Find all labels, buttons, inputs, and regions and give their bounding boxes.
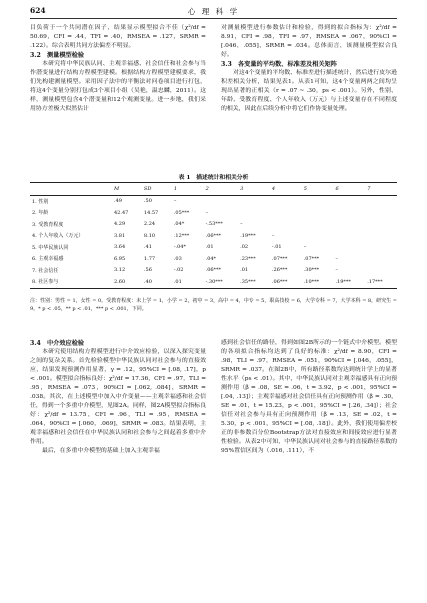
- table-cell: [270, 207, 302, 219]
- table-cell: -.04*: [173, 244, 186, 251]
- descriptive-stats-table: [30, 182, 397, 289]
- table-cell: 3.12: [114, 267, 126, 274]
- table-cell: 2.24: [143, 221, 156, 228]
- table-cell: 3.81: [114, 232, 126, 239]
- column-left-bottom: [30, 339, 206, 456]
- table-cell: .19***: [333, 276, 365, 288]
- table-cell: .26***: [271, 267, 288, 274]
- table-cell: [365, 230, 397, 242]
- table-cell: [333, 207, 365, 219]
- table-cell: [365, 207, 397, 219]
- table-row: [30, 207, 397, 219]
- table-header: 1: [172, 183, 204, 196]
- table-cell: –: [303, 244, 307, 251]
- section-heading-3-3: 3.3 各变量的平均数、标准差及相关矩阵: [221, 61, 337, 68]
- table-header: 5: [302, 183, 334, 196]
- table-cell: –: [335, 255, 338, 262]
- page-number: 624: [30, 6, 46, 15]
- table-cell: –: [271, 232, 275, 239]
- table-cell: .23***: [240, 255, 256, 262]
- table-header: 7: [365, 183, 397, 196]
- table-cell: [270, 219, 302, 231]
- table-cell: .06***: [270, 276, 302, 288]
- table-cell: 4. 个人年收入（万元）: [32, 233, 84, 240]
- paragraph: 对这4个变量的平均数、标准差进行描述统计，然后进行皮尔逊积差相关分析，结果见表1。从表1可知，这4个变量两两之间均呈现出显著的正相关（r = .07 ~ .30，ps < .001）。另外，性别、年龄、受教育程度、个人年收入（万元）与上述变量存在不同程度的相关，因此在后续分析中将它们作协变量处理。: [221, 70, 397, 112]
- paragraph: 本研究将中华民族认同、主观幸福感、社会信任和社会参与当作潜变量进行结构方程模型建模。根据结构方程模型建模要求，我们先构建测量模型。采用因子法中的平衡法对问卷项目进行打包，将这4个变量分别打包成3个项目小组（吴艳，温忠麟，2011）。这样，测量模型包含4个潜变量和12个观测变量。进一步地，我们采用协方差极大似然估计: [30, 61, 206, 112]
- table-cell: .50: [143, 198, 152, 205]
- table-cell: –: [335, 267, 338, 274]
- table-cell: .17***: [365, 276, 397, 288]
- table-cell: [365, 265, 397, 277]
- table-cell: .49: [114, 198, 122, 205]
- section-heading-3-2: 3.2 测量模型检验: [30, 52, 85, 59]
- table-cell: [238, 195, 270, 207]
- table-row: [30, 253, 397, 265]
- table-cell: .40: [142, 276, 172, 288]
- table-cell: .12***: [173, 232, 190, 239]
- table-cell: –: [173, 198, 177, 205]
- table-cell: [302, 219, 334, 231]
- table-cell: .01: [172, 276, 204, 288]
- table-cell: .06***: [205, 267, 222, 274]
- table-cell: [365, 219, 397, 231]
- table-header: 6: [333, 183, 365, 196]
- table-cell: .19***: [240, 232, 256, 239]
- table-cell: 14.57: [143, 209, 159, 216]
- page-header: [30, 6, 397, 19]
- table-cell: [238, 207, 270, 219]
- table-header: M: [112, 183, 142, 196]
- table-cell: 42.47: [114, 209, 129, 216]
- table-row: [30, 242, 397, 254]
- table-cell: 6. 主观幸福感: [32, 256, 64, 263]
- table-header: 3: [238, 183, 270, 196]
- paragraph: 目负荷于一个共同潜在因子，结果显示模型拟合不佳（χ²/df = 50.69，CFI = .44，TFI = .40，RMSEA = .127，SRMR = .122）。综合表明共同方法偏差不明显。: [30, 25, 206, 49]
- journal-title: 心 理 科 学: [187, 7, 240, 16]
- table-cell: .30***: [303, 267, 320, 274]
- table-cell: .04*: [205, 255, 217, 262]
- table-cell: .02: [240, 244, 249, 251]
- table-cell: 3.64: [114, 244, 126, 251]
- paragraph: 最后，在多重中介模型的基础上加入主观幸福: [42, 448, 160, 454]
- column-right-top: [221, 24, 397, 114]
- column-right-bottom: [221, 339, 397, 456]
- table-header-row: [30, 183, 397, 196]
- section-heading-3-4: 3.4 中介效应检验: [30, 340, 85, 347]
- table-cell: .56: [143, 267, 152, 274]
- table-cell: -.30***: [204, 276, 239, 288]
- table-cell: [333, 242, 365, 254]
- paragraph: 对测量模型进行参数估计和检验，得到的拟合指标为：χ²/df = 8.91，CFI = .98，TFI = .97，RMSEA = .067，90%CI = [.046，.055]，SRMR = .034。总体而言，该测量模型拟合良好。: [221, 25, 397, 58]
- table-cell: [302, 230, 334, 242]
- table-cell: –: [205, 209, 209, 216]
- table-cell: .06***: [205, 232, 222, 239]
- table-cell: 2. 年龄: [32, 210, 49, 217]
- table-cell: [365, 242, 397, 254]
- table-caption: 表 1 描述统计和相关分析: [178, 175, 249, 181]
- table-row: [30, 195, 397, 207]
- table-cell: –: [240, 221, 243, 228]
- table-cell: [204, 195, 239, 207]
- table-cell: .07***: [271, 255, 288, 262]
- paragraph: 感到社会信任的路径，得到如图2B所示的一个链式中介模型。模型的各项拟合指标均达到了良好的标准：χ²/df = 8.90，CFI = .98，TLI = .97，RMSEA = .051，90%CI = [.046，.055]，SRMR = .037。在图2B中，所有路径系数均达到统计学上的显著性水平（ps < .01）。其中，中华民族认同对主观幸福感具有正向预测作用（β = .08，SE = .06，t = 3.92，p < .001，95%CI = [.04, .13]）；主观幸福感对社会信任具有正向预测作用（β = .30，SE = .01，t = 15.23，p < .001，95%CI = [.26, .34]）；社会信任对社会参与具有正向预测作用（β = .13，SE = .02，t = 5.30，p < .001，95%CI = [.08, .18]）。此外，我们使用偏差校正的非参数百分位Bootstrap方法对直接效应和间接效应进行显著性检验。从表2中可知，中华民族认同对社会参与的直接路径系数的95%置信区间为（.016, .111），不: [221, 340, 397, 454]
- table-cell: .04*: [173, 221, 185, 228]
- table-cell: 3. 受教育程度: [32, 221, 64, 228]
- table-cell: 8.10: [143, 232, 156, 239]
- table-row: [30, 265, 397, 277]
- table-header: 2: [204, 183, 239, 196]
- table-cell: -.02: [173, 267, 184, 274]
- table-header: [30, 183, 112, 196]
- column-left-top: [30, 24, 206, 114]
- table-header: 4: [270, 183, 302, 196]
- table-cell: .01: [205, 244, 214, 251]
- table-cell: [333, 230, 365, 242]
- table-cell: [302, 195, 334, 207]
- table-cell: .01: [240, 267, 249, 274]
- table-cell: .05***: [173, 209, 190, 216]
- table-cell: 2.60: [112, 276, 142, 288]
- table-row: [30, 219, 397, 231]
- table-cell: -.53***: [205, 221, 223, 228]
- table-cell: [333, 195, 365, 207]
- table-header: SD: [142, 183, 172, 196]
- table-cell: -.01: [271, 244, 282, 251]
- table-cell: .35***: [238, 276, 270, 288]
- table-note: 注：性别：男性 = 1，女性 = 0。受教育程度：未上学 = 1，小学 = 2，初中 = 3，高中 = 4，中专 = 5，职高技校 = 6，大学专科 = 7，大学本科 = 8，研究生 = 9。* p < .05，** p < .01，*** p < .001，下同。: [30, 298, 397, 312]
- table-cell: [365, 253, 397, 265]
- table-row: [30, 276, 397, 288]
- table-cell: [365, 195, 397, 207]
- table-cell: 6.95: [114, 255, 126, 262]
- table-cell: 8. 社区参与: [30, 276, 112, 288]
- table-cell: [302, 207, 334, 219]
- table-cell: 7. 社会信任: [32, 267, 59, 274]
- table-row: [30, 230, 397, 242]
- table-cell: [333, 219, 365, 231]
- table-cell: .07***: [303, 255, 320, 262]
- table-cell: 5. 中华民族认同: [32, 244, 69, 251]
- paragraph: 本研究使用结构方程模型进行中介效应检验，以深入探究变量之间的复杂关系。首先检验模型中华民族认同对社会参与的直接效应，结果发现预测作用显著，γ = .12，95%CI = [.08, .17]，p < .001。模型拟合指标良好：χ²/df = 17.36，CFI = .97，TLI = .95，RMSEA = .073，90%CI = [.062, .084]，SRMR = .038。其次，在上述模型中加入中介变量——主观幸福感和社会信任，得到一个多重中介模型，见图2A。同样，图2A模型拟合指标良好：χ²/df = 13.75，CFI = .96，TLI = .95，RMSEA = .064，90%CI = [.060，.069]，SRMR = .083。结果表明，主观幸福感和社会信任在中华民族认同和社会参与之间起着多重中介作用。: [30, 349, 206, 445]
- table-cell: .03: [173, 255, 182, 262]
- table-cell: .41: [143, 244, 152, 251]
- table-cell: [270, 195, 302, 207]
- table-cell: 1. 性别: [32, 198, 49, 205]
- table-cell: .10***: [302, 276, 334, 288]
- table-cell: 4.29: [114, 221, 126, 228]
- table-cell: 1.77: [143, 255, 156, 262]
